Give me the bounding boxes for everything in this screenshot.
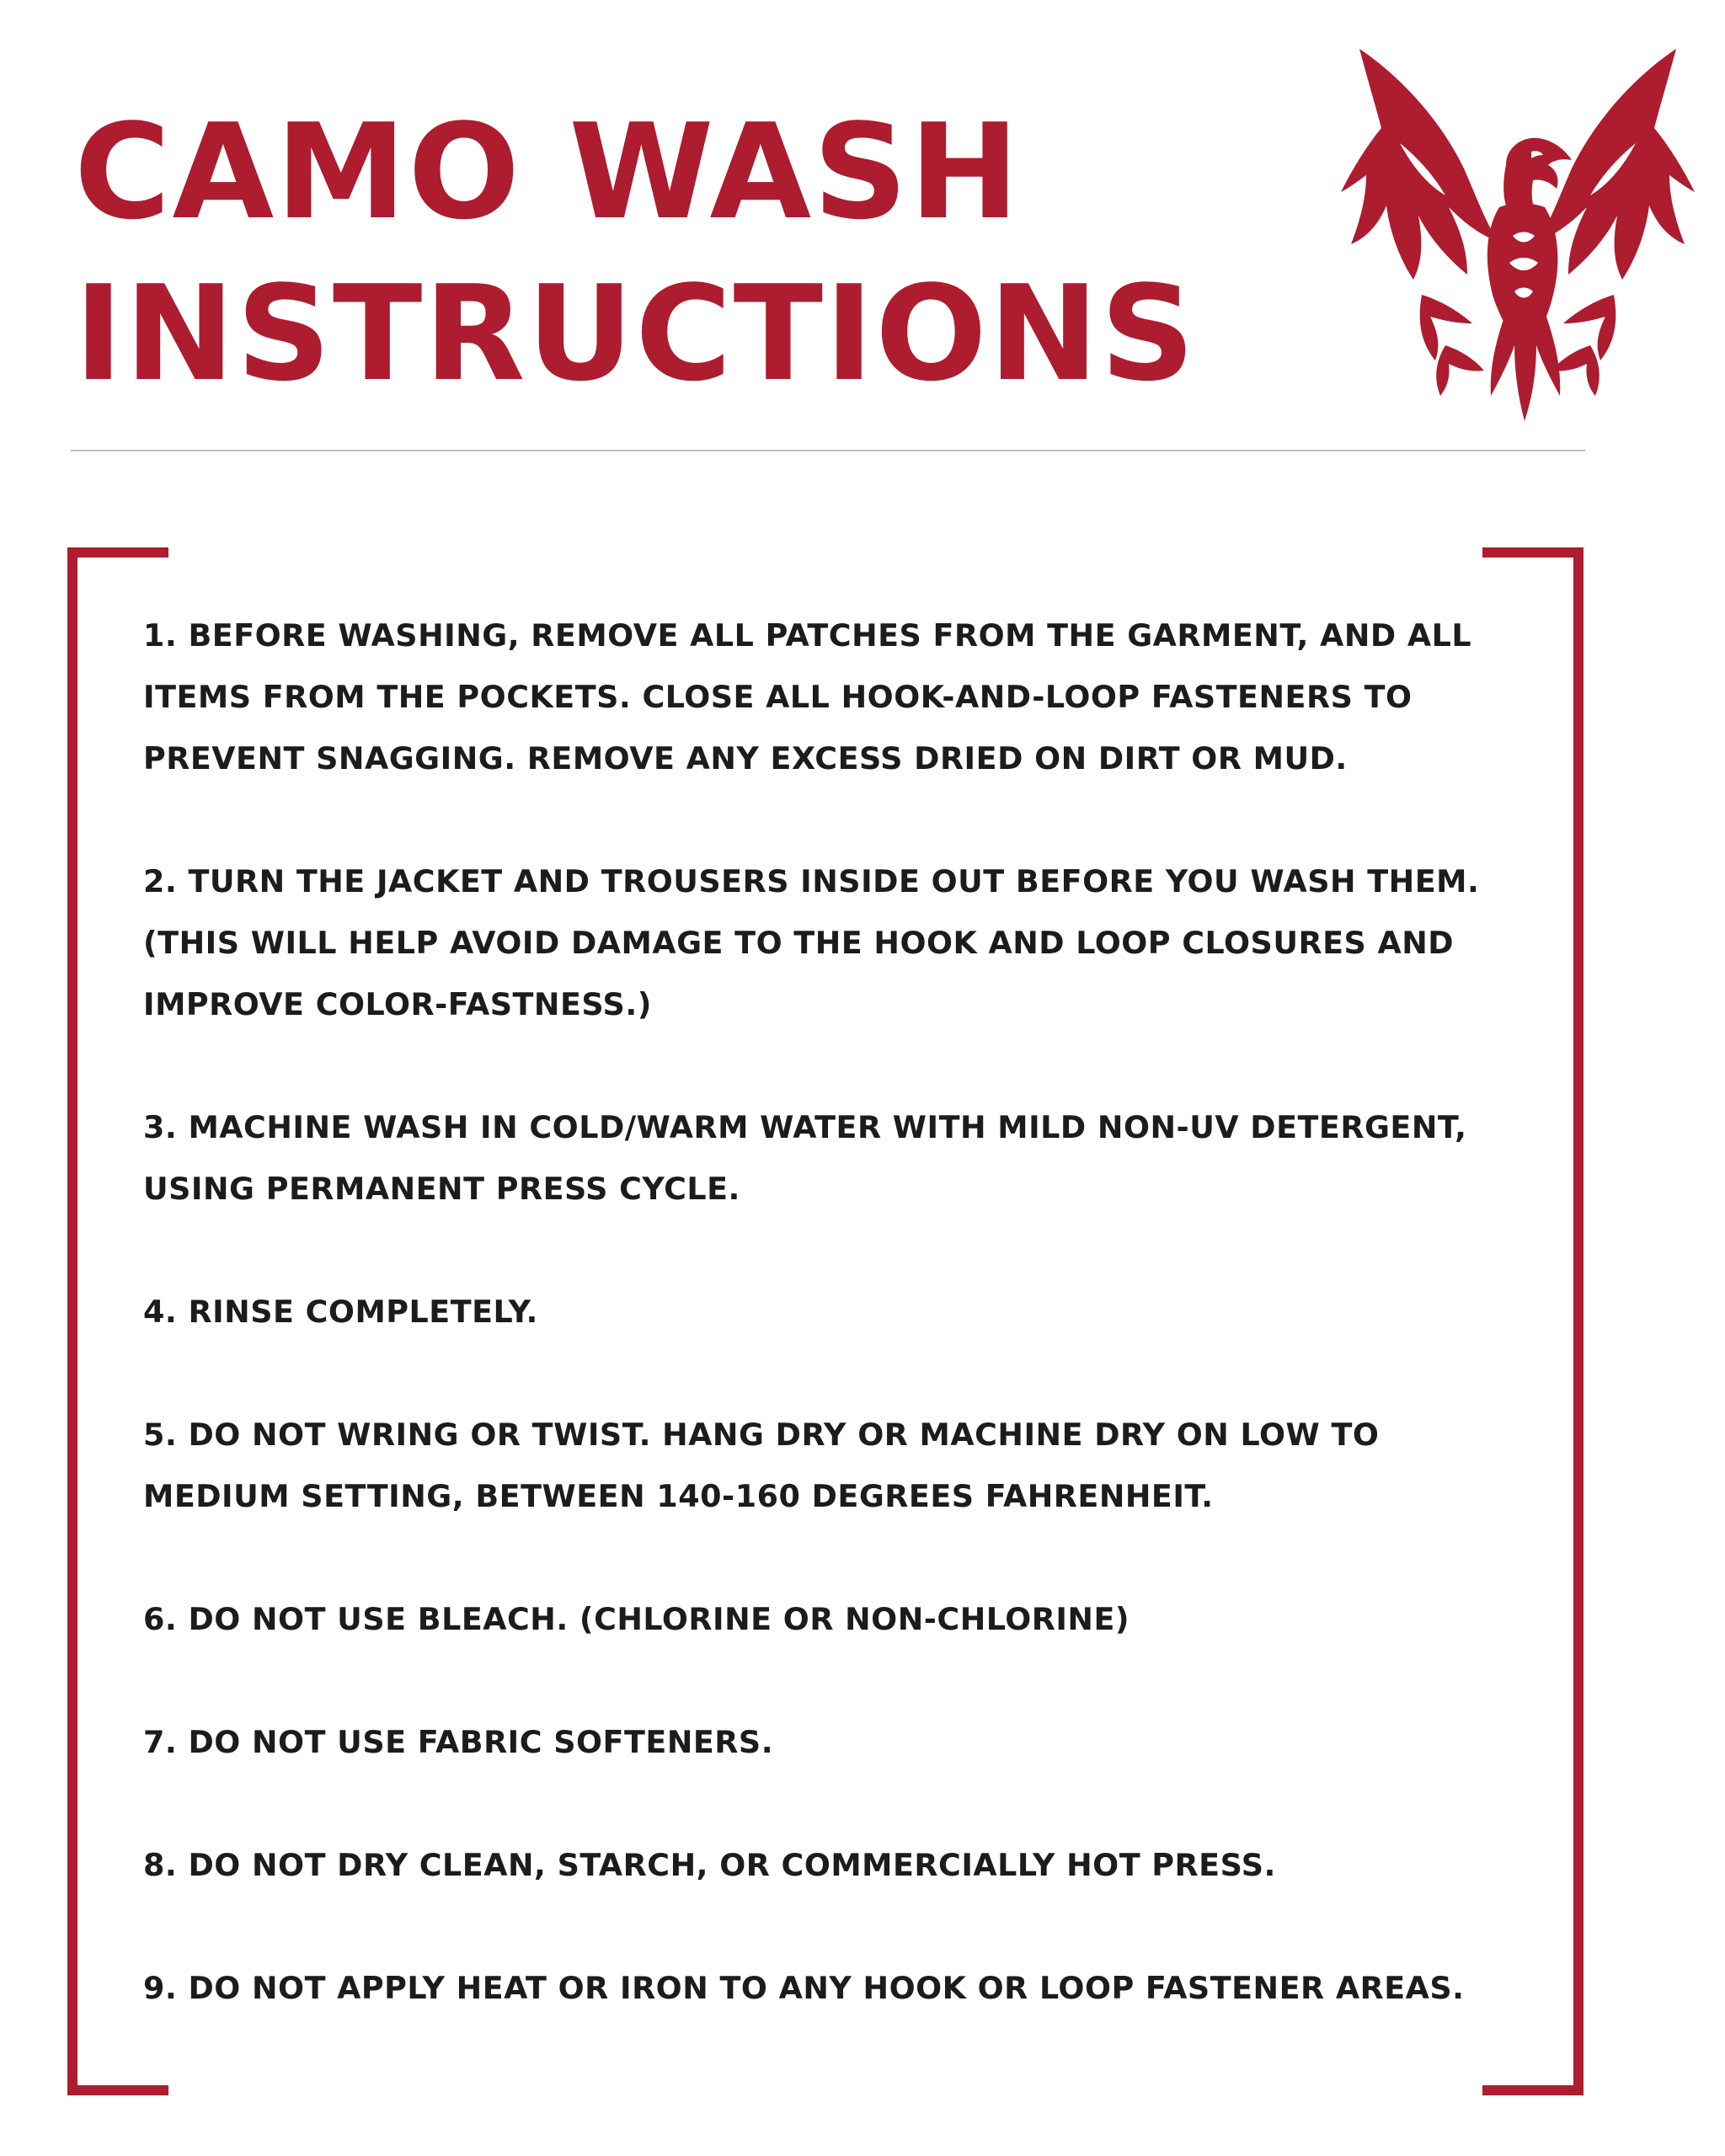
- instruction-list: [143, 605, 1508, 2080]
- header-divider: [71, 450, 1585, 451]
- page-title: [74, 91, 1197, 414]
- title-line-1: CAMO WASH: [74, 95, 1022, 248]
- instruction-step-4: 4. RINSE COMPLETELY.: [143, 1294, 538, 1330]
- instruction-step-2: 2. TURN THE JACKET AND TROUSERS INSIDE OUT BEFORE YOU WASH THEM. (THIS WILL HELP AVOID DAMAGE TO THE HOOK AND LOOP CLOSURES AND IMPROVE COLOR-FASTNESS.): [143, 863, 1480, 1022]
- phoenix-icon: [1341, 42, 1695, 421]
- instruction-step-6: 6. DO NOT USE BLEACH. (CHLORINE OR NON-CHLORINE): [143, 1601, 1130, 1637]
- instruction-step-1: 1. BEFORE WASHING, REMOVE ALL PATCHES FROM THE GARMENT, AND ALL ITEMS FROM THE POCKETS. CLOSE ALL HOOK-AND-LOOP FASTENERS TO PREVENT SNAGGING. REMOVE ANY EXCESS DRIED ON DIRT OR MUD.: [143, 617, 1472, 776]
- instruction-step-9: 9. DO NOT APPLY HEAT OR IRON TO ANY HOOK OR LOOP FASTENER AREAS.: [143, 1970, 1465, 2006]
- instruction-step-3: 3. MACHINE WASH IN COLD/WARM WATER WITH MILD NON-UV DETERGENT, USING PERMANENT PRESS CYCLE.: [143, 1109, 1467, 1207]
- title-line-2: INSTRUCTIONS: [74, 257, 1197, 410]
- instruction-step-8: 8. DO NOT DRY CLEAN, STARCH, OR COMMERCIALLY HOT PRESS.: [143, 1847, 1276, 1883]
- instruction-step-5: 5. DO NOT WRING OR TWIST. HANG DRY OR MACHINE DRY ON LOW TO MEDIUM SETTING, BETWEEN 140-160 DEGREES FAHRENHEIT.: [143, 1417, 1380, 1514]
- instruction-step-7: 7. DO NOT USE FABRIC SOFTENERS.: [143, 1724, 774, 1760]
